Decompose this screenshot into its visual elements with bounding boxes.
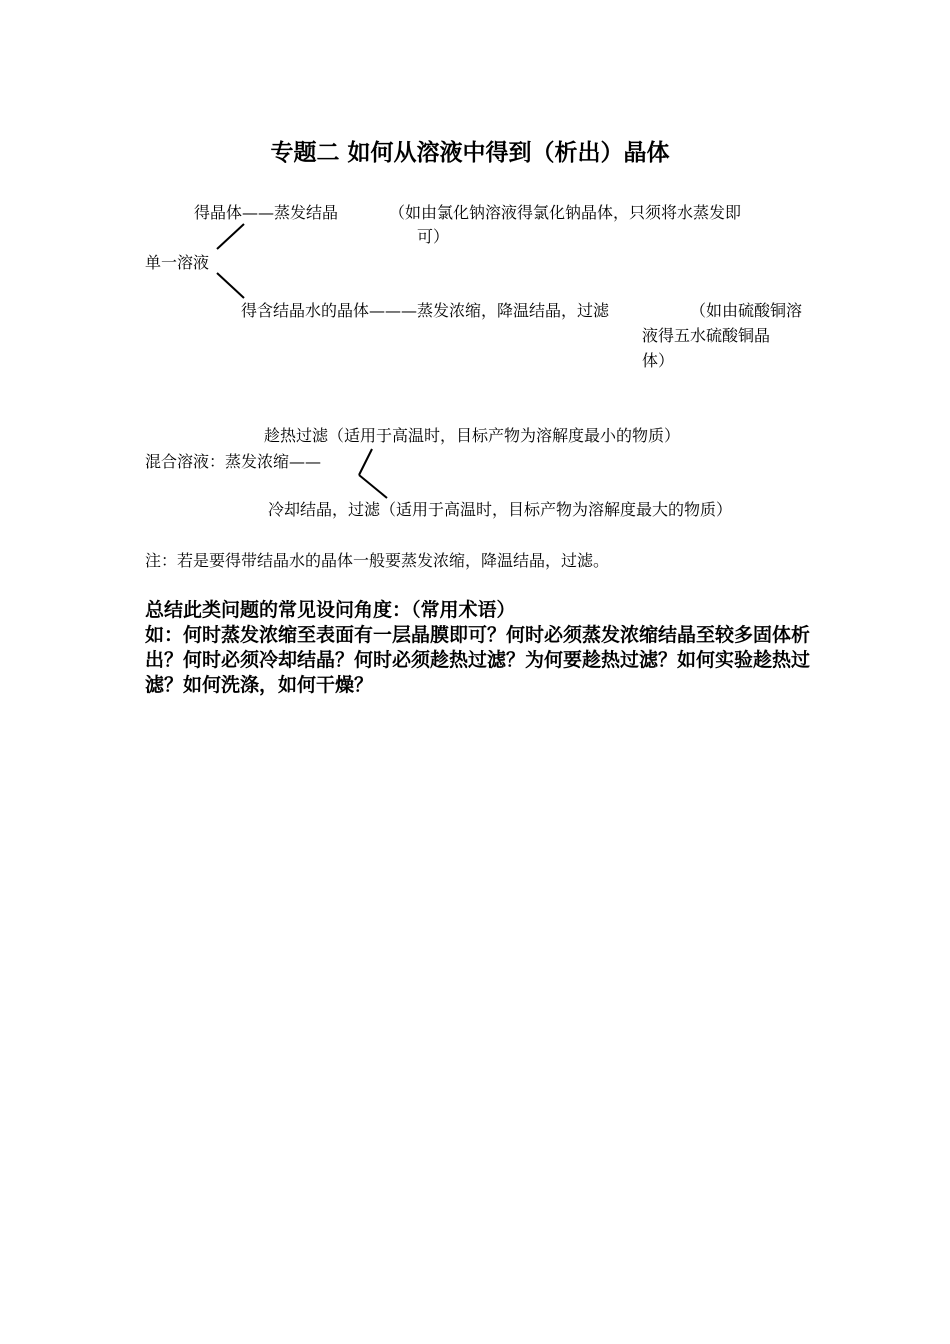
single-solution-label: 单一溶液 bbox=[145, 253, 210, 272]
single-upper-bracket bbox=[217, 224, 244, 249]
single-branch2-method: 得含结晶水的晶体———蒸发浓缩，降温结晶，过滤 bbox=[241, 301, 610, 320]
mixed-lower-bracket bbox=[359, 475, 387, 498]
mixed-branch2: 冷却结晶，过滤（适用于高温时，目标产物为溶解度最大的物质） bbox=[268, 500, 733, 519]
single-branch1-method: 得晶体——蒸发结晶 bbox=[194, 203, 339, 222]
single-lower-bracket bbox=[217, 273, 244, 298]
summary-body: 如：何时蒸发浓缩至表面有一层晶膜即可？何时必须蒸发浓缩结晶至较多固体析出？何时必须冷却结晶？何时必须趁热过滤？为何要趁热过滤？如何实验趁热过滤？如何洗涤，如何干燥？ bbox=[145, 624, 811, 696]
mixed-solution-label: 混合溶液：蒸发浓缩—— bbox=[145, 452, 322, 471]
note-text: 注：若是要得带结晶水的晶体一般要蒸发浓缩，降温结晶，过滤。 bbox=[145, 551, 610, 570]
single-branch2-note-line1: （如由硫酸铜溶 bbox=[690, 301, 803, 320]
summary-heading: 总结此类问题的常见设问角度：（常用术语） bbox=[145, 599, 516, 621]
single-branch2-note-line2: 液得五水硫酸铜晶 bbox=[642, 326, 771, 345]
page-title: 专题二 如何从溶液中得到（析出）晶体 bbox=[270, 140, 670, 166]
single-branch2-note-line3: 体） bbox=[642, 351, 675, 370]
single-branch1-note-line2: 可） bbox=[417, 227, 450, 246]
single-branch1-note-line1: （如由氯化钠溶液得氯化钠晶体，只须将水蒸发即 bbox=[389, 203, 742, 222]
mixed-upper-bracket bbox=[359, 449, 372, 475]
mixed-branch1: 趁热过滤（适用于高温时，目标产物为溶解度最小的物质） bbox=[264, 426, 681, 445]
